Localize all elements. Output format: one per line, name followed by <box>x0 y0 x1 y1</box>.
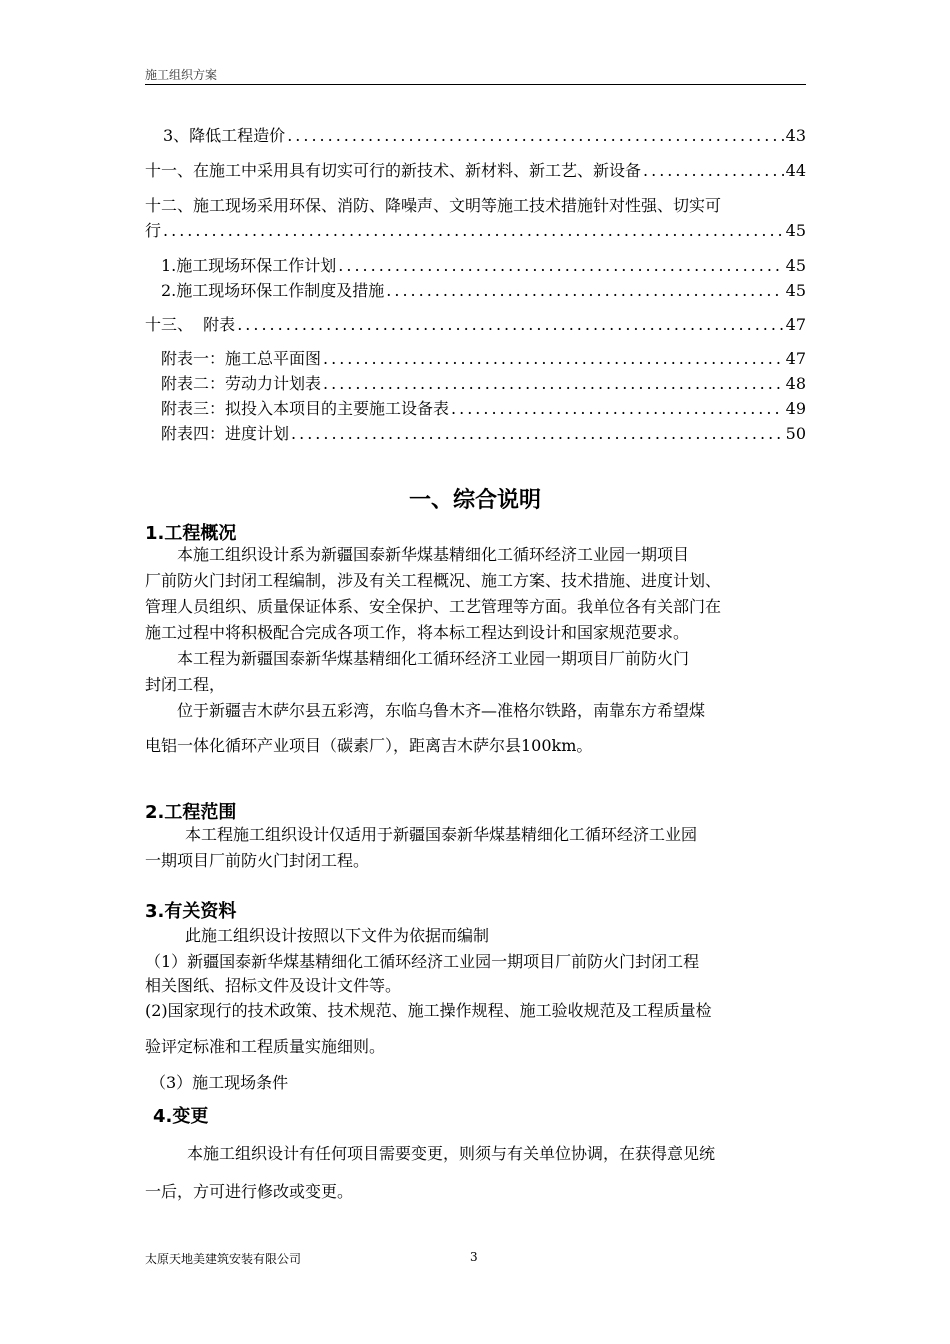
toc-entry <box>145 125 806 147</box>
paragraph-line: 本工程施工组织设计仅适用于新疆国泰新华煤基精细化工循环经济工业园 <box>185 825 698 844</box>
toc-entry-page: 45 <box>785 281 806 300</box>
toc-entry-page: 45 <box>785 221 806 240</box>
toc-entry-page: 50 <box>785 424 806 443</box>
paragraph-line: （3）施工现场条件 <box>150 1073 289 1092</box>
toc-leader <box>451 398 784 420</box>
paragraph-line: 封闭工程， <box>145 675 226 694</box>
toc-entry <box>145 373 806 395</box>
toc-entry <box>145 280 806 302</box>
toc-entry-text: 附表三：拟投入本项目的主要施工设备表 <box>161 399 450 418</box>
toc-entry-line1: 十二、施工现场采用环保、消防、降噪声、文明等施工技术措施针对性强、切实可 <box>145 196 722 215</box>
toc-entry-page: 47 <box>785 315 806 334</box>
paragraph-line: 厂前防火门封闭工程编制，涉及有关工程概况、施工方案、技术措施、进度计划、 <box>145 571 722 590</box>
toc-entry-page: 45 <box>785 256 806 275</box>
page-number: 3 <box>470 1250 478 1264</box>
page-header: 施工组织方案 <box>145 68 218 82</box>
toc-leader <box>323 373 784 395</box>
subsection-heading: 3.有关资料 <box>145 901 237 922</box>
toc-leader <box>291 423 784 445</box>
paragraph-line: 本施工组织设计系为新疆国泰新华煤基精细化工循环经济工业园一期项目 <box>177 545 690 564</box>
paragraph-line: 管理人员组织、质量保证体系、安全保护、工艺管理等方面。我单位各有关部门在 <box>145 597 722 616</box>
toc-leader <box>287 125 783 147</box>
toc-entry <box>145 220 806 242</box>
toc-entry <box>145 348 806 370</box>
toc-entry-text: 行 <box>145 221 162 240</box>
toc-entry <box>145 314 806 336</box>
paragraph-line: 位于新疆吉木萨尔县五彩湾，东临乌鲁木齐—准格尔铁路，南靠东方希望煤 <box>177 701 706 720</box>
toc-leader <box>237 314 783 336</box>
paragraph-line: 一期项目厂前防火门封闭工程。 <box>145 851 370 870</box>
toc-leader <box>386 280 783 302</box>
toc-leader <box>323 348 784 370</box>
toc-entry-text: 附表二：劳动力计划表 <box>161 374 322 393</box>
paragraph-line: 电铝一体化循环产业项目（碳素厂），距离吉木萨尔县100km。 <box>145 736 593 755</box>
toc-entry-text: 2.施工现场环保工作制度及措施 <box>161 281 385 300</box>
toc-entry-text: 附表四：进度计划 <box>161 424 290 443</box>
subsection-heading: 1.工程概况 <box>145 523 237 544</box>
toc-entry <box>145 255 806 277</box>
toc-leader <box>338 255 783 277</box>
toc-entry-page: 47 <box>785 349 806 368</box>
toc-entry <box>145 398 806 420</box>
toc-entry-text: 3、降低工程造价 <box>163 126 286 145</box>
toc-entry-text: 附表一：施工总平面图 <box>161 349 322 368</box>
subsection-heading: 2.工程范围 <box>145 802 237 823</box>
toc-entry-text: 1.施工现场环保工作计划 <box>161 256 337 275</box>
paragraph-line: (2)国家现行的技术政策、技术规范、施工操作规程、施工验收规范及工程质量检 <box>145 1001 712 1020</box>
paragraph-line: 相关图纸、招标文件及设计文件等。 <box>145 976 402 995</box>
paragraph-line: 此施工组织设计按照以下文件为依据而编制 <box>185 926 490 945</box>
paragraph-line: 一后，方可进行修改或变更。 <box>145 1182 354 1201</box>
toc-entry-page: 49 <box>785 399 806 418</box>
toc-entry-text: 十一、在施工中采用具有切实可行的新技术、新材料、新工艺、新设备 <box>145 161 642 180</box>
toc-leader <box>163 220 784 242</box>
toc-entry-page: 43 <box>785 126 806 145</box>
section-title: 一、综合说明 <box>408 488 541 513</box>
paragraph-line: 本工程为新疆国泰新华煤基精细化工循环经济工业园一期项目厂前防火门 <box>177 649 690 668</box>
toc-entry-page: 44 <box>785 161 806 180</box>
toc-entry-page: 48 <box>785 374 806 393</box>
toc-leader <box>643 160 784 182</box>
subsection-heading: 4.变更 <box>153 1106 209 1127</box>
paragraph-line: （1）新疆国泰新华煤基精细化工循环经济工业园一期项目厂前防火门封闭工程 <box>145 952 700 971</box>
header-divider <box>145 84 806 85</box>
paragraph-line: 本施工组织设计有任何项目需要变更，则须与有关单位协调，在获得意见统 <box>187 1144 716 1163</box>
toc-entry <box>145 423 806 445</box>
toc-entry <box>145 160 806 182</box>
paragraph-line: 施工过程中将积极配合完成各项工作，将本标工程达到设计和国家规范要求。 <box>145 623 690 642</box>
footer-company: 太原天地美建筑安装有限公司 <box>145 1252 302 1266</box>
toc-entry-text: 十三、 附表 <box>145 315 236 334</box>
paragraph-line: 验评定标准和工程质量实施细则。 <box>145 1037 386 1056</box>
